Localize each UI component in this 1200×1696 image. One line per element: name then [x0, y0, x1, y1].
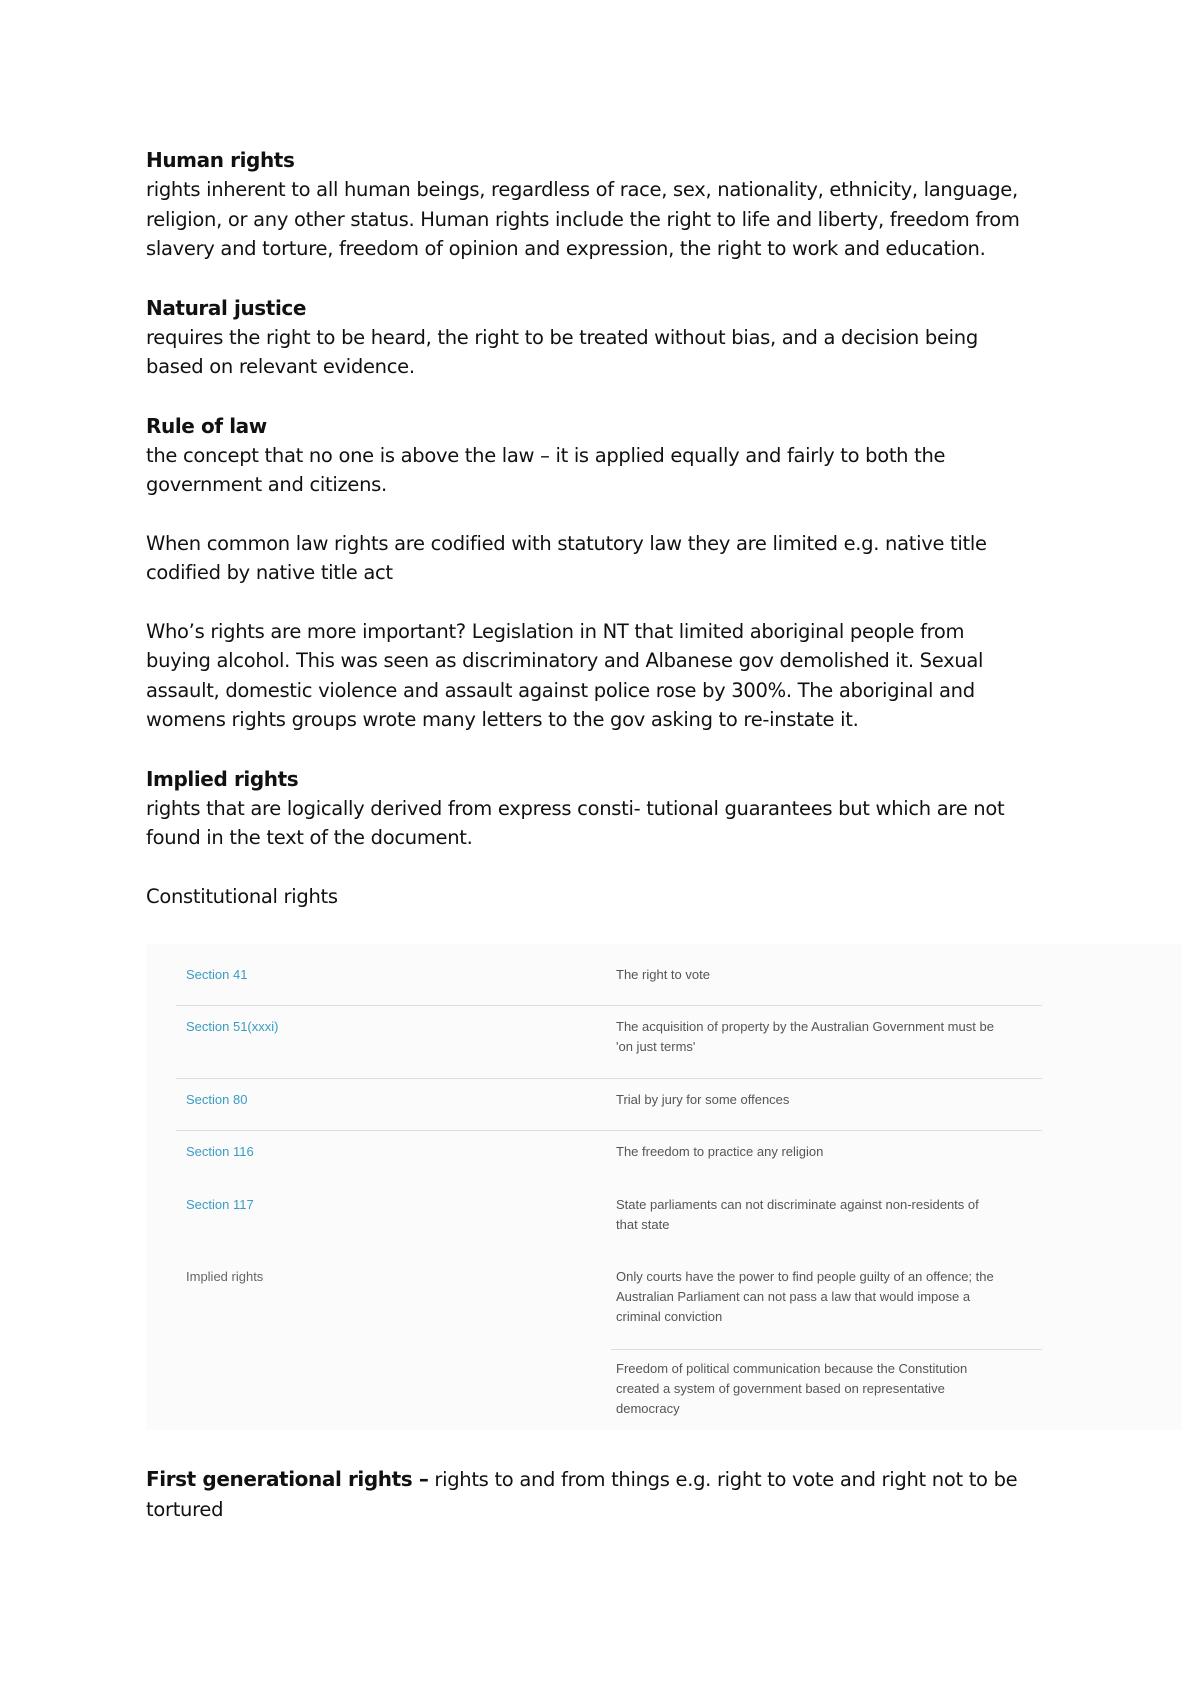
right-description-line: criminal conviction: [616, 1309, 723, 1324]
right-description-line: that state: [616, 1217, 670, 1232]
right-description-line: Australian Parliament can not pass a law that would impose a: [616, 1289, 971, 1304]
codified-line: When common law rights are codified with statutory law they are limited e.g. native title: [146, 531, 987, 555]
human-rights-line: religion, or any other status. Human rights include the right to life and liberty, freedom from: [146, 207, 1020, 231]
right-description: [616, 965, 1036, 985]
section-link[interactable]: Section 51(xxxi): [186, 1019, 279, 1034]
human-rights-line: slavery and torture, freedom of opinion and expression, the right to work and education.: [146, 237, 986, 260]
section-link[interactable]: Section 116: [186, 1144, 254, 1159]
whose-rights-line: buying alcohol. This was seen as discriminatory and Albanese gov demolished it. Sexual: [146, 649, 984, 672]
right-description-line: The freedom to practice any religion: [616, 1144, 824, 1159]
row-divider: [611, 1349, 1042, 1350]
right-description-line: Freedom of political communication because the Constitution: [616, 1361, 968, 1376]
first-generational-line: [146, 1464, 1086, 1495]
rule-of-law-section: [146, 411, 1086, 500]
constitutional-rights-table: [146, 944, 1182, 1430]
implied-rights-line: found in the text of the document.: [146, 826, 473, 849]
whose-rights-line: womens rights groups wrote many letters to the gov asking to re-instate it.: [146, 708, 859, 731]
first-generational-rights-section: [146, 1464, 1086, 1524]
implied-rights-section: [146, 764, 1086, 853]
right-description: [616, 1267, 1036, 1327]
right-description-line: democracy: [616, 1401, 680, 1416]
right-description-line: Trial by jury for some offences: [616, 1092, 790, 1107]
codified-paragraph: [146, 529, 1086, 588]
right-description: [616, 1090, 1036, 1110]
whose-rights-line: assault, domestic violence and assault against police rose by 300%. The aboriginal and: [146, 678, 975, 702]
right-description-line: The right to vote: [616, 967, 710, 982]
first-generational-line: tortured: [146, 1497, 224, 1521]
natural-justice-line: requires the right to be heard, the right to be treated without bias, and a decision being: [146, 325, 978, 349]
human-rights-section: [146, 145, 1086, 264]
constitutional-rights-title: Constitutional rights: [146, 884, 338, 908]
whose-rights-line: Who’s rights are more important? Legislation in NT that limited aboriginal people from: [146, 619, 965, 643]
section-link[interactable]: Section 80: [186, 1092, 248, 1107]
row-divider: [176, 1005, 1042, 1006]
section-label: Implied rights: [186, 1269, 264, 1284]
right-description: [616, 1195, 1036, 1235]
whose-rights-paragraph: [146, 617, 1086, 735]
row-divider: [176, 1078, 1042, 1079]
rule-of-law-line: government and citizens.: [146, 473, 387, 496]
document-body: [146, 145, 1086, 912]
natural-justice-heading: Natural justice: [146, 295, 307, 320]
first-generational-heading: First generational rights –: [146, 1467, 429, 1491]
implied-rights-heading: Implied rights: [146, 766, 299, 791]
human-rights-heading: Human rights: [146, 148, 295, 172]
natural-justice-line: based on relevant evidence.: [146, 355, 415, 378]
codified-line: codified by native title act: [146, 561, 393, 584]
rule-of-law-line: the concept that no one is above the law – it is applied equally and fairly to both the: [146, 443, 946, 467]
implied-rights-line: rights that are logically derived from express consti- tutional guarantees but which are not: [146, 796, 1005, 820]
natural-justice-section: [146, 293, 1086, 382]
first-generational-text: rights to and from things e.g. right to vote and right not to be: [428, 1468, 1018, 1491]
section-link[interactable]: Section 117: [186, 1197, 254, 1212]
right-description-line: State parliaments can not discriminate against non-residents of: [616, 1197, 979, 1212]
right-description-line: created a system of government based on representative: [616, 1381, 945, 1396]
rule-of-law-heading: Rule of law: [146, 413, 267, 438]
right-description-line: The acquisition of property by the Australian Government must be: [616, 1019, 994, 1034]
right-description: [616, 1142, 1036, 1162]
row-divider: [176, 1130, 1042, 1131]
right-description-line: Only courts have the power to find people guilty of an offence; the: [616, 1269, 994, 1284]
section-link[interactable]: Section 41: [186, 967, 248, 982]
right-description-line: 'on just terms': [616, 1039, 696, 1054]
human-rights-line: rights inherent to all human beings, regardless of race, sex, nationality, ethnicity, language,: [146, 178, 1018, 201]
right-description: [616, 1359, 1036, 1419]
right-description: [616, 1017, 1036, 1057]
